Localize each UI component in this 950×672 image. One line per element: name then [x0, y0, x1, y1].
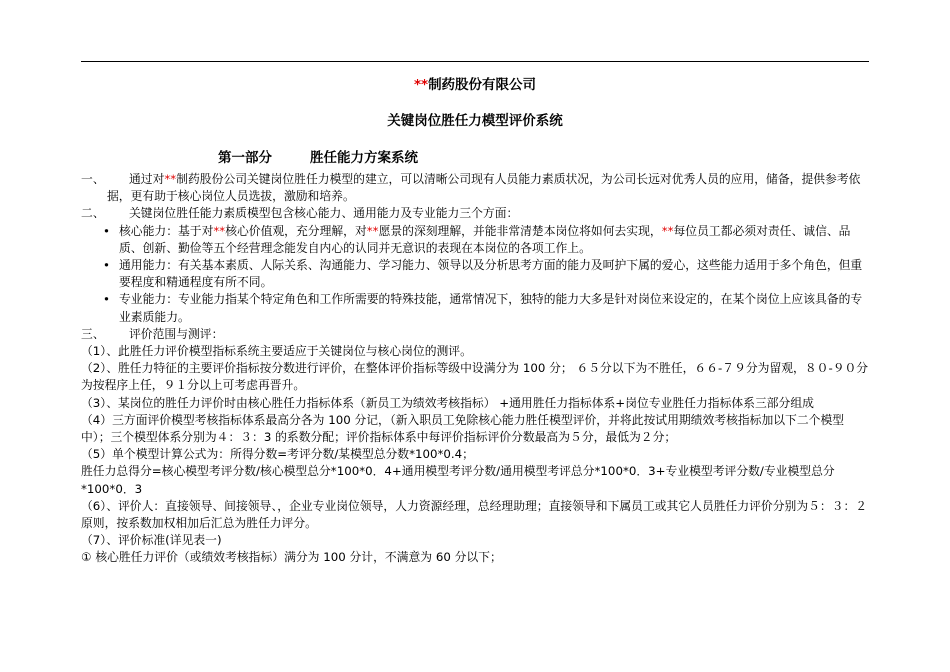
bullet-core-star-3: ** — [661, 223, 674, 238]
company-title — [0, 73, 950, 93]
bullet-dot: • — [103, 223, 110, 238]
bullet-core-text-a: 核心能力：基于对 — [119, 223, 214, 238]
section-1-text-a: 通过对 — [129, 172, 165, 186]
item-7: （7）、评价标准(详见表一) — [81, 533, 222, 548]
bullet-core-ability — [81, 223, 871, 257]
item-5: （5）单个模型计算公式为：所得分数=考评分数/某模型总分数*100*0.4； — [81, 447, 474, 462]
section-3-text: 评价范围与测评： — [129, 326, 224, 341]
bullet-dot: • — [103, 258, 110, 273]
section-2-number: 二、 — [81, 206, 105, 221]
bullet-core-text-d: 每位员工都必须对责任、诚信、品质、创新、勤俭等五个经营理念能发自内心的认同并无意识的表现在本岗位的各项工作上。 — [119, 223, 851, 255]
bullet-dot: • — [103, 292, 110, 307]
section-1-text-b: 制药股份公司关键岗位胜任力模型的建立，可以清晰公司现有人员能力素质状况，为公司长远对优秀人员的应用，储备，提供参考依据，更有助于核心岗位人员选拔，激励和培养。 — [107, 172, 861, 204]
item-3: （3）、某岗位的胜任力评价时由核心胜任力指标体系（新员工为绩效考核指标） +通用胜任力指标体系+岗位专业胜任力指标体系三部分组成 — [81, 395, 814, 410]
part-heading — [218, 146, 418, 166]
section-3 — [81, 326, 871, 343]
company-name: 制药股份有限公司 — [428, 77, 537, 93]
document-body — [81, 171, 871, 567]
bullet-core-star-1: ** — [213, 223, 226, 238]
part-title: 胜任能力方案系统 — [310, 150, 418, 166]
system-title: 关键岗位胜任力模型评价系统 — [387, 113, 563, 129]
header-rule — [81, 61, 869, 62]
bullet-professional-ability — [81, 291, 871, 325]
bullet-professional-text: 专业能力：专业能力指某个特定角色和工作所需要的特殊技能，通常情况下，独特的能力大多是针对岗位来设定的，在某个岗位上应该具备的专业素质能力。 — [119, 292, 863, 324]
item-2: （2）、胜任力特征的主要评价指标按分数进行评价，在整体评价指标等级中设满分为 100 分； ６５分以下为不胜任，６６-７９分为留观，８０-９０分为按程序上任，９１分以上可考虑再晋升。 — [81, 361, 869, 393]
item-4: （4）三方面评价模型考核指标体系最高分各为 100 分记，（新入职员工免除核心能力胜任模型评价，并将此按试用期绩效考核指标加以下二个模型中）；三个模型体系分别为４：３：3 的系数分配；评价指标体系中每评价指标评价分数最高为５分，最低为２分； — [81, 412, 845, 445]
item-1: （1）、此胜任力评价模型指标系统主要适应于关键岗位与核心岗位的测评。 — [81, 344, 472, 359]
company-star: ** — [413, 77, 429, 93]
section-1-star: ** — [164, 172, 177, 186]
part-label: 第一部分 — [218, 150, 272, 166]
item-5-formula: 胜任力总得分=核心模型考评分数/核心模型总分*100*0．4+通用模型考评分数/通用模型考评总分*100*0．3+专业模型考评分数/专业模型总分*100*0．3 — [81, 464, 835, 496]
bullet-core-text-b: 核心价值观，充分理解，对 — [225, 223, 367, 238]
section-2-text: 关键岗位胜任能力素质模型包含核心能力、通用能力及专业能力三个方面： — [129, 206, 519, 221]
bullet-core-text-c: 愿景的深刻理解，并能非常清楚本岗位将如何去实现， — [378, 223, 662, 238]
bullet-core-star-2: ** — [366, 223, 379, 238]
section-3-number: 三、 — [81, 326, 105, 341]
section-1 — [81, 171, 871, 205]
section-1-number: 一、 — [81, 172, 105, 186]
bullet-general-text: 通用能力：有关基本素质、人际关系、沟通能力、学习能力、领导以及分析思考方面的能力及呵护下属的爱心，这些能力适用于多个角色，但重要程度和精通程度有所不同。 — [119, 258, 863, 290]
item-7-sub-1: ① 核心胜任力评价（或绩效考核指标）满分为 100 分计，不满意为 60 分以下； — [81, 550, 502, 565]
bullet-general-ability — [81, 257, 871, 291]
section-2 — [81, 205, 871, 222]
item-6: （6）、评价人：直接领导、间接领导、，企业专业岗位领导，人力资源经理，总经理助理；直接领导和下属员工或其它人员胜任力评价分别为５：３：２原则，按系数加权相加后汇总为胜任力评分。 — [81, 498, 868, 531]
